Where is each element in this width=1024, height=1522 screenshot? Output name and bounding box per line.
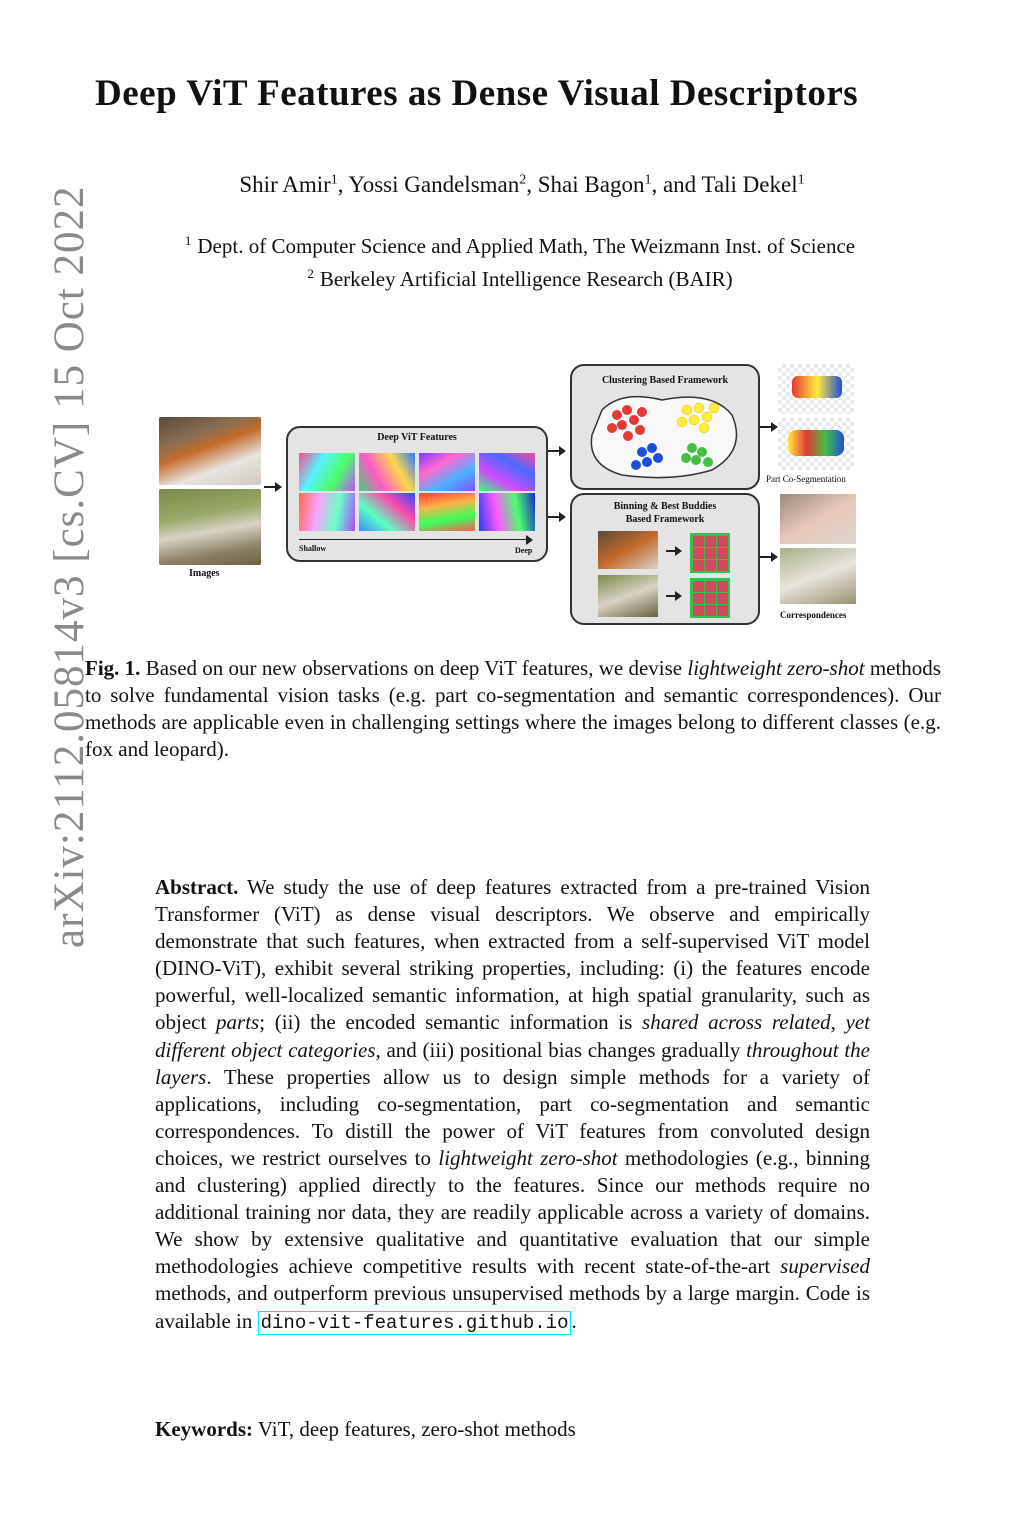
fox-image — [159, 417, 261, 485]
separator: , — [337, 172, 349, 197]
feature-map — [479, 493, 535, 531]
caption-text: methods to solve fundamental vision tasks (e.g. part co-segmentation and semantic correspondences). Our methods are applicable even in challenging settings where the images belong to different classes (e.g. fox and leopard). — [85, 656, 941, 761]
leopard-segment — [788, 430, 844, 456]
author-name: Shai Bagon — [537, 172, 645, 197]
author-name: Yossi Gandelsman — [348, 172, 520, 197]
separator: , and — [651, 172, 702, 197]
abstract-text: methodologies (e.g., binning and clustering) applied directly to the features. Since our methods require no additional training nor data, they are readily applicable across a variety of domains. We show by extensive qualitative and quantitative evaluation that our simple methodologies achieve competitive results with recent state-of-the-art — [155, 1145, 870, 1279]
fox-segment — [792, 376, 842, 398]
keywords-text: ViT, deep features, zero-shot methods — [253, 1417, 576, 1441]
caption-italic: lightweight zero-shot — [687, 656, 865, 680]
feature-map — [479, 453, 535, 491]
figure-caption — [85, 655, 941, 763]
caption-label: Fig. 1. — [85, 656, 141, 680]
caption-text: Based on our new observations on deep ViT features, we devise — [140, 656, 688, 680]
feature-map — [299, 493, 355, 531]
abstract-text: , and (iii) positional bias changes gradually — [375, 1037, 747, 1062]
bin-grid — [690, 533, 730, 573]
affiliation-mark: 2 — [519, 172, 527, 188]
binning-framework-panel — [570, 493, 760, 625]
arrow-icon — [548, 450, 564, 452]
affiliations — [100, 227, 940, 293]
fox-thumbnail — [598, 531, 658, 569]
arrow-icon — [760, 556, 776, 558]
separator: , — [526, 172, 538, 197]
clustering-framework-panel — [570, 364, 760, 490]
leopard-thumbnail — [598, 575, 658, 617]
author-name: Tali Dekel — [701, 172, 798, 197]
abstract-italic: lightweight zero-shot — [438, 1145, 618, 1170]
author-list — [0, 172, 1024, 198]
keywords-label: Keywords: — [155, 1417, 253, 1441]
affiliation-mark: 1 — [797, 172, 805, 188]
binning-title-line2: Based Framework — [625, 514, 705, 525]
arrow-icon — [548, 516, 564, 518]
images-label: Images — [189, 568, 220, 579]
paper-title: Deep ViT Features as Dense Visual Descriptors — [95, 73, 859, 114]
abstract-text: . — [571, 1308, 577, 1333]
abstract-italic: shared across related, yet different object categories — [155, 1010, 870, 1062]
affiliation-mark: 1 — [644, 172, 652, 188]
affiliation-number: 1 — [184, 233, 192, 248]
affiliation-text: Dept. of Computer Science and Applied Math, The Weizmann Inst. of Science — [197, 234, 856, 258]
arrow-icon — [264, 486, 280, 488]
correspondence-fox — [780, 494, 856, 544]
arrow-icon — [666, 550, 680, 552]
abstract-text: . These properties allow us to design simple methods for a variety of applications, including co-segmentation, part co-segmentation and semantic correspondences. To distill the power of ViT features from convoluted design choices, we restrict ourselves to — [155, 1064, 870, 1170]
affiliation-line — [100, 227, 940, 260]
abstract-text: We study the use of deep features extracted from a pre-trained Vision Transformer (ViT) as dense visual descriptors. We observe and empirically demonstrate that such features, when extracted from a self-supervised ViT model (DINO-ViT), exhibit several striking properties, including: (i) the features encode powerful, well-localized semantic information, at high spatial granularity, such as object — [155, 875, 870, 1035]
arxiv-identifier: arXiv:2112.05814v3 [cs.CV] 15 Oct 2022 — [46, 185, 93, 948]
affiliation-line — [100, 260, 940, 293]
abstract-text: methods, and outperform previous unsupervised methods by a large margin. Code is available in — [155, 1281, 870, 1333]
author-name: Shir Amir — [239, 172, 331, 197]
correspondence-leopard — [780, 548, 856, 604]
abstract — [155, 874, 870, 1337]
code-link[interactable]: dino-vit-features.github.io — [258, 1311, 572, 1335]
clustering-title: Clustering Based Framework — [601, 375, 729, 386]
keywords — [155, 1417, 870, 1442]
cluster-plot — [582, 390, 748, 480]
shallow-label: Shallow — [299, 544, 327, 553]
abstract-text: ; (ii) the encoded semantic information is — [259, 1010, 643, 1035]
feature-map — [359, 453, 415, 491]
leopard-image — [159, 489, 261, 565]
deep-vit-features-panel — [286, 426, 548, 562]
arrow-icon — [666, 595, 680, 597]
shallow-to-deep-arrow-icon — [299, 539, 531, 540]
deep-label: Deep — [515, 546, 533, 555]
feature-map — [299, 453, 355, 491]
part-coseg-leopard — [778, 418, 854, 470]
feature-map — [419, 493, 475, 531]
affiliation-number: 2 — [307, 266, 314, 281]
bin-grid — [690, 578, 730, 618]
feature-map — [419, 453, 475, 491]
feature-map — [359, 493, 415, 531]
teaser-figure — [150, 360, 870, 630]
affiliation-mark: 1 — [330, 172, 338, 188]
abstract-label: Abstract. — [155, 875, 239, 899]
abstract-italic: supervised — [780, 1254, 870, 1279]
deep-vit-title: Deep ViT Features — [377, 432, 457, 443]
correspondences-label: Correspondences — [780, 610, 847, 620]
abstract-italic: throughout the layers — [155, 1037, 870, 1089]
binning-title-line1: Binning & Best Buddies — [613, 501, 717, 512]
part-coseg-fox — [778, 364, 854, 414]
part-coseg-label: Part Co-Segmentation — [766, 474, 846, 484]
affiliation-text: Berkeley Artificial Intelligence Research (BAIR) — [319, 267, 733, 291]
abstract-italic: parts — [216, 1010, 260, 1035]
arrow-icon — [760, 426, 776, 428]
